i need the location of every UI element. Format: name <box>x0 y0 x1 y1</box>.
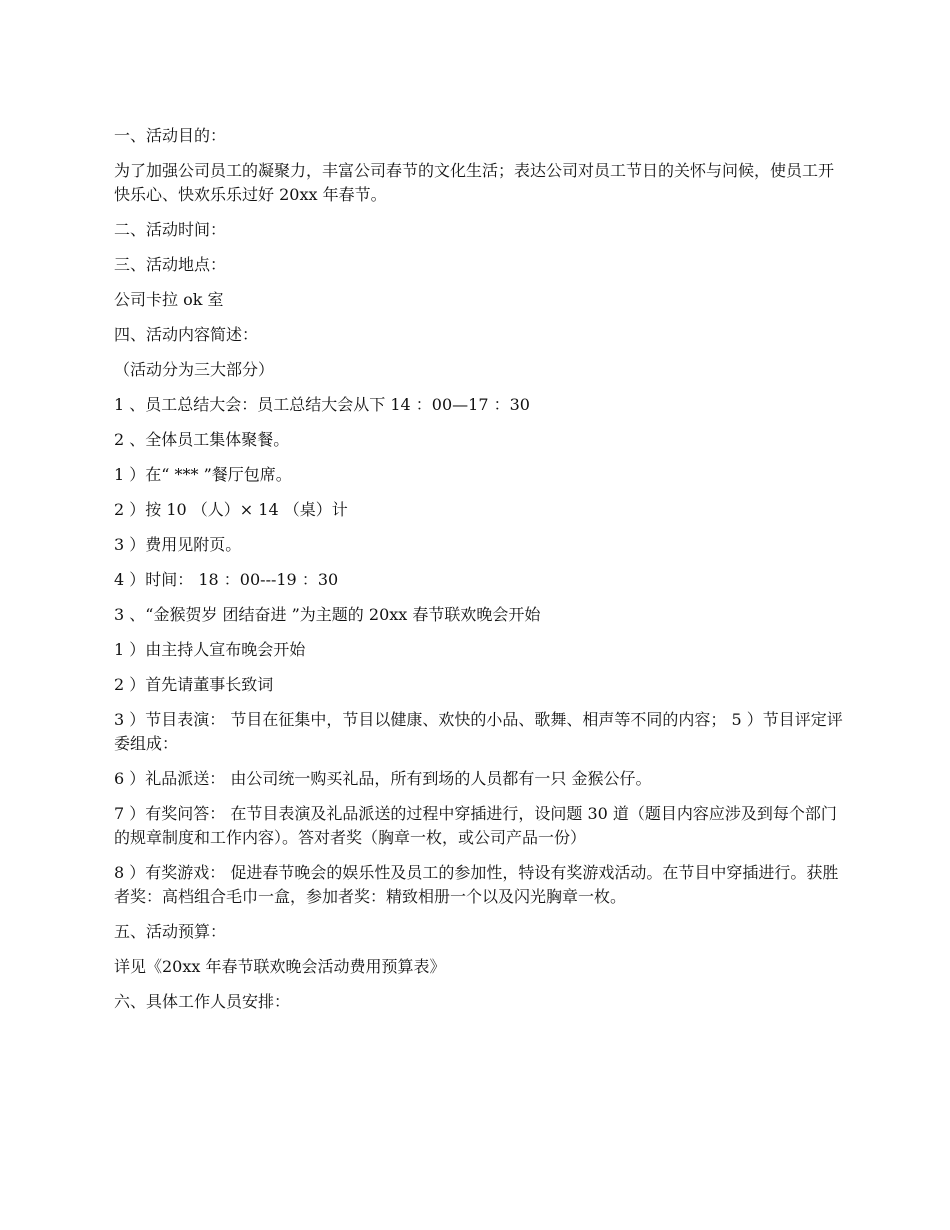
subitem-performances: 3 ）节目表演： 节目在征集中，节目以健康、欢快的小品、歌舞、相声等不同的内容； 5 ）节目评定评委组成： <box>114 710 843 753</box>
item-group-dinner: 2 、全体员工集体聚餐。 <box>114 430 290 449</box>
heading-staff: 六、具体工作人员安排： <box>114 992 291 1011</box>
heading-location: 三、活动地点： <box>114 255 227 274</box>
subitem-cost: 3 ）费用见附页。 <box>114 535 242 554</box>
paragraph-location: 公司卡拉 ok 室 <box>114 290 224 309</box>
item-gala: 3 、“金猴贺岁 团结奋进 ”为主题的 20xx 春节联欢晚会开始 <box>114 605 541 624</box>
heading-content: 四、活动内容简述： <box>114 325 259 344</box>
subitem-dinner-time: 4 ）时间： 18 ：00---19 ：30 <box>114 570 339 589</box>
subitem-chairman-speech: 2 ）首先请董事长致词 <box>114 675 274 694</box>
heading-purpose: 一、活动目的： <box>114 126 227 145</box>
paragraph-budget: 详见《20xx 年春节联欢晚会活动费用预算表》 <box>114 957 446 976</box>
subitem-host-open: 1 ）由主持人宣布晚会开始 <box>114 640 306 659</box>
heading-budget: 五、活动预算： <box>114 922 227 941</box>
subitem-gifts: 6 ）礼品派送： 由公司统一购买礼品，所有到场的人员都有一只 金猴公仔。 <box>114 769 652 788</box>
subitem-tables: 2 ）按 10 （人）× 14 （桌）计 <box>114 500 348 519</box>
document-body <box>114 124 844 1025</box>
subitem-restaurant: 1 ）在“ *** ”餐厅包席。 <box>114 465 292 484</box>
subitem-quiz: 7 ）有奖问答： 在节目表演及礼品派送的过程中穿插进行，设问题 30 道（题目内容应涉及到每个部门的规章制度和工作内容）。答对者奖（胸章一枚，或公司产品一份） <box>114 804 837 847</box>
paragraph-purpose: 为了加强公司员工的凝聚力，丰富公司春节的文化生活；表达公司对员工节日的关怀与问候，使员工开快乐心、快欢乐乐过好 20xx 年春节。 <box>114 161 835 204</box>
subitem-games: 8 ）有奖游戏： 促进春节晚会的娱乐性及员工的参加性，特设有奖游戏活动。在节目中穿插进行。获胜者奖：高档组合毛巾一盒，参加者奖：精致相册一个以及闪光胸章一枚。 <box>114 863 839 906</box>
heading-time: 二、活动时间： <box>114 220 227 239</box>
paragraph-parts: （活动分为三大部分） <box>114 360 275 379</box>
item-summary-meeting: 1 、员工总结大会：员工总结大会从下 14 ：00—17 ：30 <box>114 395 530 414</box>
